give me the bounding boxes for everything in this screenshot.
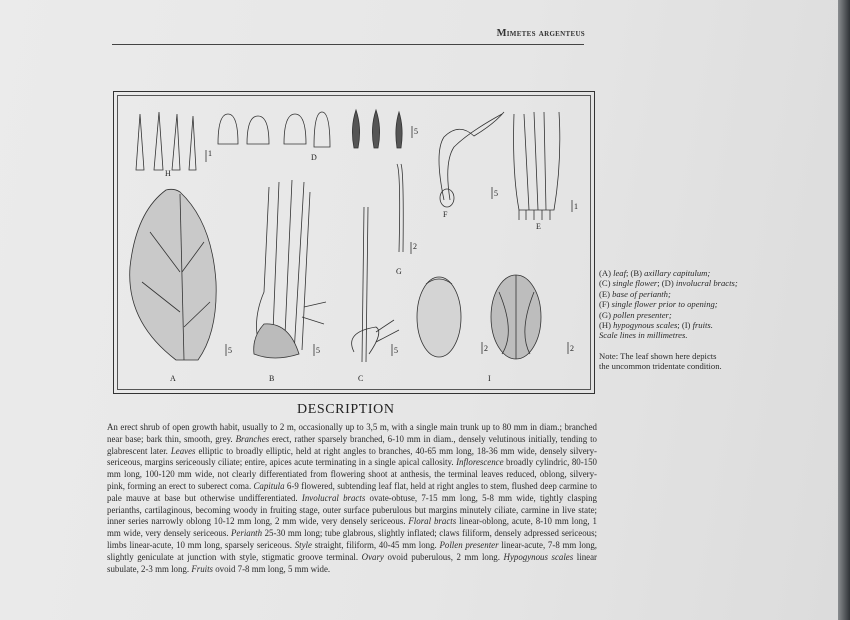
botanical-plate xyxy=(113,91,595,394)
scale-f: 5 xyxy=(494,189,498,198)
caption-line: Scale lines in millimetres. xyxy=(599,330,688,341)
description-segment: linear-acute, 7-8 mm long, slightly geniculate at junction with style, stigmatic groove terminal. xyxy=(107,539,598,562)
description-term: Fruits xyxy=(191,563,214,574)
label-g: G xyxy=(396,267,402,276)
caption-note: Note: The leaf shown here depicts xyxy=(599,350,717,361)
scale-d: 5 xyxy=(414,127,418,136)
description-segment: erect, rather sparsely branched, 6-10 mm in diam., densely velutinous initially, tending to glabrescent later. xyxy=(107,433,597,456)
scale-i-right: 2 xyxy=(570,344,574,353)
caption-line: (H) hypogynous scales; (I) fruits. xyxy=(599,320,713,331)
page-edge xyxy=(838,0,850,620)
description-segment: ovoid 7-8 mm long, 5 mm wide. xyxy=(213,563,331,574)
description-segment: ovoid puberulous, 2 mm long. xyxy=(383,551,504,562)
description-term: Leaves xyxy=(170,445,196,456)
caption-line: (E) base of perianth; xyxy=(599,288,671,299)
scale-a: 5 xyxy=(228,346,232,355)
running-header: Mimetes argenteus xyxy=(496,28,585,39)
description-term: Involucral bracts xyxy=(301,492,366,503)
description-term: Floral bracts xyxy=(408,516,457,527)
header-rule xyxy=(112,44,584,45)
description-text xyxy=(107,422,597,575)
figure-g-pollen-presenter xyxy=(397,164,411,254)
description-segment: straight, filiform, 40-45 mm long. xyxy=(311,539,440,550)
figure-c-flower xyxy=(352,207,399,362)
caption-line: (A) leaf; (B) axillary capitulum; xyxy=(599,268,711,278)
description-segment: 6-9 flowered, subtending leaf flat, held at right angles to stem, flushed deep carmine to pale mauve at base but otherwise undifferentiated. xyxy=(107,480,597,503)
caption-note: the uncommon tridentate condition. xyxy=(599,361,722,372)
description-term: Pollen presenter xyxy=(439,539,499,550)
figure-e-perianth xyxy=(514,112,572,220)
label-f: F xyxy=(443,210,448,219)
caption-line: (F) single flower prior to opening; xyxy=(599,299,718,310)
label-i: I xyxy=(488,374,491,383)
description-term: Hypogynous scales xyxy=(503,551,574,562)
description-term: Capitula xyxy=(253,480,285,491)
scale-h: 1 xyxy=(208,149,212,158)
description-segment: 25-30 mm long; tube glabrous, slightly inflated; claws filiform, densely adpressed sericeous; limbs linear-acute, 10 mm long, sparsely sericeous. xyxy=(107,528,597,550)
description-term: Perianth xyxy=(231,528,263,539)
figure-i-fruits xyxy=(417,275,568,359)
caption-line: (C) single flower; (D) involucral bracts; xyxy=(599,278,738,289)
description-segment: ovate-obtuse, 7-15 mm long, 5-8 mm wide, tightly clasping perianths, cartilaginous, becoming woody in fruiting stage, outer surface puberulous but margins minutely ciliate, carmine in live state; inner series narrowly oblong 10-12 mm long, 2 mm wide, very densely sericeous. xyxy=(107,492,597,527)
description-segment: linear-oblong, acute, 8-10 mm long, 1 mm wide, very densely sericeous. xyxy=(107,516,597,539)
plate-caption xyxy=(599,268,829,372)
label-b: B xyxy=(269,374,275,383)
figure-d-bracts xyxy=(218,110,412,148)
description-segment: elliptic to broadly elliptic, held at right angles to branches, 40-65 mm long, 18-36 mm wide, densely silvery-sericeous, margins sericeously ciliate; entire, apices acute terminating in a single apical callosity. xyxy=(107,445,598,468)
figure-h-scales xyxy=(136,112,206,170)
label-d: D xyxy=(311,153,317,162)
description-heading: DESCRIPTION xyxy=(297,402,395,417)
description-segment: broadly cylindric, 80-150 mm long, 100-120 mm wide, not clearly differentiated from flowering shoot at anthesis, the terminal leaves reduced, oblong, silvery-pink, forming an erect to suberect coma. xyxy=(107,457,597,491)
description-term: Ovary xyxy=(361,551,384,562)
scale-c: 5 xyxy=(394,346,398,355)
caption-line: (G) pollen presenter; xyxy=(599,309,672,320)
scale-i-left: 2 xyxy=(484,344,488,353)
description-term: Inflorescence xyxy=(456,457,504,468)
label-h: H xyxy=(165,169,171,178)
scale-g: 2 xyxy=(413,242,417,251)
label-c: C xyxy=(358,374,364,383)
figure-a-leaf xyxy=(130,189,226,360)
label-e: E xyxy=(536,222,541,231)
plate-illustrations xyxy=(114,92,594,393)
scale-b: 5 xyxy=(316,346,320,355)
label-a: A xyxy=(170,374,176,383)
scale-e: 1 xyxy=(574,202,578,211)
description-term: Branches xyxy=(235,433,270,444)
description-term: Style xyxy=(294,539,312,550)
description-segment: linear subulate, 2-3 mm long. xyxy=(107,551,597,574)
description-segment: An erect shrub of open growth habit, usually to 2 m, occasionally up to 3,5 m, with a single main trunk up to 80 mm in diam.; branched near base; bark thin, smooth, grey. xyxy=(107,422,597,444)
figure-b-capitulum xyxy=(254,180,326,358)
